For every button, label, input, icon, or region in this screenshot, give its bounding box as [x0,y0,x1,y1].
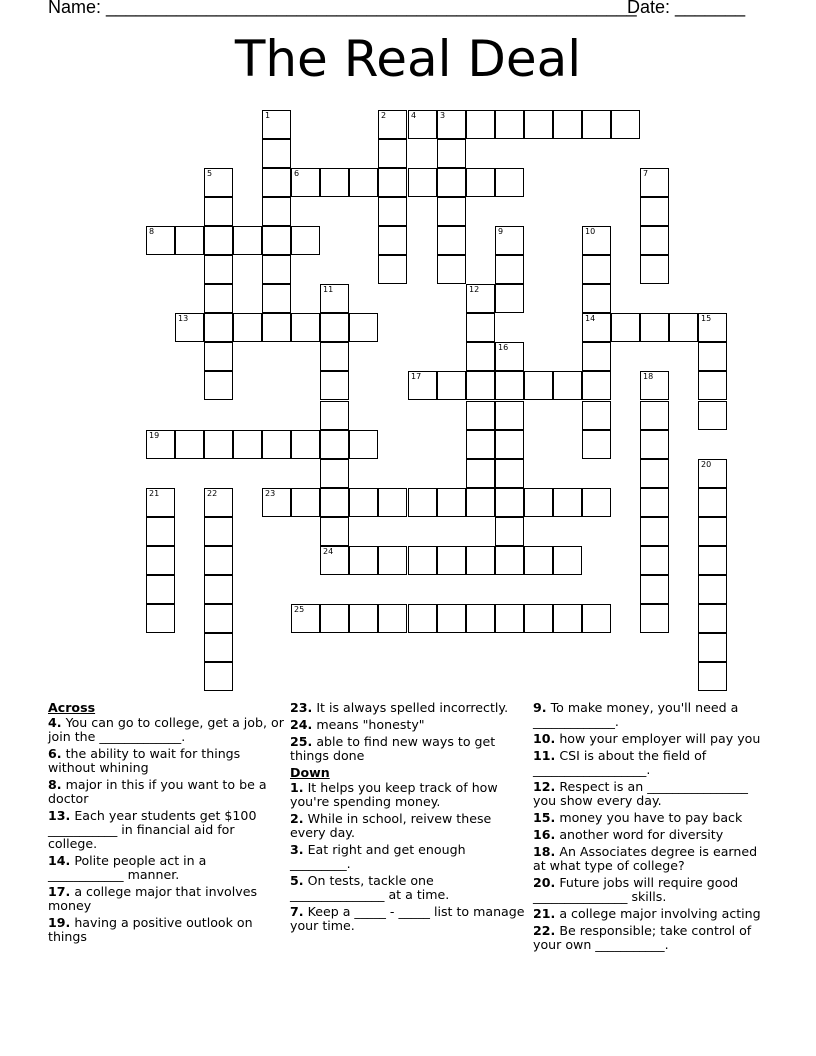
crossword-cell[interactable] [640,313,669,342]
crossword-cell[interactable] [262,255,291,284]
crossword-cell[interactable] [466,488,495,517]
crossword-cell[interactable] [262,197,291,226]
clue-item [290,843,526,871]
crossword-cell[interactable] [204,168,233,197]
date-field[interactable]: Date: _______ [627,0,746,17]
crossword-cell[interactable] [466,430,495,459]
cell-number: 18 [643,372,654,381]
crossword-cell[interactable] [262,226,291,255]
crossword-cell[interactable] [611,110,640,139]
clue-number: 1. [290,780,304,795]
crossword-cell[interactable] [175,313,204,342]
crossword-cell[interactable] [553,604,582,633]
crossword-cell[interactable] [320,168,349,197]
clue-number: 13. [48,808,71,823]
crossword-cell[interactable] [582,371,611,400]
clue-number: 8. [48,777,62,792]
clue-number: 20. [533,875,556,890]
crossword-cell[interactable] [437,546,466,575]
crossword-cell[interactable] [524,546,553,575]
crossword-cell[interactable] [349,604,378,633]
crossword-cell[interactable] [378,168,407,197]
clue-text: means "honesty" [316,717,425,732]
crossword-cell[interactable] [378,139,407,168]
crossword-cell[interactable] [320,459,349,488]
cell-number: 24 [323,547,334,556]
cell-number: 13 [178,314,189,323]
cell-number: 1 [265,111,271,120]
crossword-cell[interactable] [466,110,495,139]
crossword-cell[interactable] [640,401,669,430]
clue-text: An Associates degree is earned at what type of college? [533,844,758,873]
crossword-cell[interactable] [291,604,320,633]
clue-number: 22. [533,923,556,938]
crossword-cell[interactable] [640,517,669,546]
crossword-cell[interactable] [495,517,524,546]
clue-item [533,924,773,952]
crossword-cell[interactable] [349,546,378,575]
clue-number: 2. [290,811,304,826]
crossword-cell[interactable] [437,197,466,226]
crossword-cell[interactable] [204,546,233,575]
clue-number: 16. [533,827,556,842]
crossword-cell[interactable] [582,255,611,284]
crossword-cell[interactable] [262,139,291,168]
crossword-cell[interactable] [640,604,669,633]
crossword-cell[interactable] [466,313,495,342]
clue-number: 6. [48,746,62,761]
clue-text: able to find new ways to get things done [290,734,496,763]
crossword-cell[interactable] [437,139,466,168]
clue-item [290,905,526,933]
crossword-cell[interactable] [378,197,407,226]
crossword-cell[interactable] [495,255,524,284]
crossword-cell[interactable] [233,430,262,459]
crossword-cell[interactable] [146,546,175,575]
clue-item [533,828,773,842]
crossword-cell[interactable] [698,313,727,342]
clue-number: 5. [290,873,304,888]
crossword-cell[interactable] [495,604,524,633]
clue-number: 17. [48,884,71,899]
crossword-cell[interactable] [698,633,727,662]
crossword-cell[interactable] [408,488,437,517]
crossword-cell[interactable] [611,313,640,342]
crossword-cell[interactable] [146,604,175,633]
crossword-cell[interactable] [437,255,466,284]
crossword-cell[interactable] [640,255,669,284]
crossword-cell[interactable] [320,546,349,575]
crossword-cell[interactable] [495,342,524,371]
crossword-cell[interactable] [582,430,611,459]
crossword-cell[interactable] [553,546,582,575]
clue-number: 10. [533,731,556,746]
crossword-cell[interactable] [524,371,553,400]
clue-item [533,811,773,825]
crossword-cell[interactable] [698,488,727,517]
clue-item [48,854,284,882]
clues-column-1 [48,701,284,947]
clue-text: Be responsible; take control of your own ___________. [533,923,752,952]
crossword-cell[interactable] [466,342,495,371]
clue-number: 15. [533,810,556,825]
clue-number: 11. [533,748,556,763]
clue-item [533,907,773,921]
clue-text: a college major that involves money [48,884,258,913]
crossword-cell[interactable] [495,110,524,139]
crossword-cell[interactable] [495,284,524,313]
crossword-cell[interactable] [262,168,291,197]
crossword-cell[interactable] [640,575,669,604]
clue-text: To make money, you'll need a _____________. [533,700,739,729]
crossword-cell[interactable] [582,313,611,342]
crossword-cell[interactable] [233,313,262,342]
clue-text: a college major involving acting [559,906,761,921]
crossword-cell[interactable] [582,110,611,139]
clue-text: Future jobs will require good _______________ skills. [533,875,739,904]
clue-number: 25. [290,734,313,749]
crossword-cell[interactable] [582,488,611,517]
crossword-cell[interactable] [495,401,524,430]
crossword-cell[interactable] [262,430,291,459]
cell-number: 5 [207,169,213,178]
crossword-cell[interactable] [495,430,524,459]
clue-item [290,874,526,902]
crossword-cell[interactable] [408,604,437,633]
clue-item [533,749,773,777]
clue-number: 19. [48,915,71,930]
crossword-cell[interactable] [378,604,407,633]
clue-number: 21. [533,906,556,921]
crossword-cell[interactable] [553,371,582,400]
crossword-cell[interactable] [698,662,727,691]
clues-column-3 [533,701,773,955]
crossword-cell[interactable] [495,459,524,488]
page-title: The Real Deal [234,30,582,88]
crossword-cell[interactable] [582,604,611,633]
crossword-cell[interactable] [495,226,524,255]
crossword-cell[interactable] [175,226,204,255]
clue-item [48,885,284,913]
crossword-cell[interactable] [669,313,698,342]
crossword-cell[interactable] [349,488,378,517]
crossword-cell[interactable] [204,604,233,633]
crossword-cell[interactable] [495,168,524,197]
crossword-cell[interactable] [204,197,233,226]
crossword-cell[interactable] [698,342,727,371]
crossword-cell[interactable] [320,517,349,546]
cell-number: 21 [149,489,160,498]
clue-text: Keep a _____ - _____ list to manage your time. [290,904,525,933]
clue-text: Polite people act in a ____________ manner. [48,853,207,882]
clues-column-2 [290,701,526,936]
crossword-cell[interactable] [204,488,233,517]
clue-text: CSI is about the field of __________________. [533,748,707,777]
crossword-cell[interactable] [408,371,437,400]
crossword-cell[interactable] [349,313,378,342]
clue-text: On tests, tackle one _______________ at a time. [290,873,450,902]
crossword-cell[interactable] [582,401,611,430]
down-heading: Down [290,765,330,780]
crossword-cell[interactable] [466,459,495,488]
crossword-cell[interactable] [524,110,553,139]
crossword-cell[interactable] [698,575,727,604]
clue-text: another word for diversity [559,827,724,842]
crossword-cell[interactable] [349,168,378,197]
crossword-cell[interactable] [204,313,233,342]
cell-number: 9 [498,227,504,236]
clue-item [290,812,526,840]
crossword-cell[interactable] [640,488,669,517]
crossword-cell[interactable] [204,430,233,459]
clue-number: 14. [48,853,71,868]
crossword-cell[interactable] [640,459,669,488]
crossword-cell[interactable] [146,517,175,546]
clue-text: It is always spelled incorrectly. [316,700,509,715]
crossword-cell[interactable] [437,371,466,400]
crossword-cell[interactable] [640,226,669,255]
crossword-cell[interactable] [640,430,669,459]
crossword-cell[interactable] [320,604,349,633]
crossword-cell[interactable] [204,517,233,546]
crossword-cell[interactable] [204,633,233,662]
crossword-cell[interactable] [524,488,553,517]
crossword-cell[interactable] [204,371,233,400]
cell-number: 19 [149,431,160,440]
cell-number: 6 [294,169,300,178]
cell-number: 4 [411,111,417,120]
crossword-cell[interactable] [466,284,495,313]
crossword-cell[interactable] [175,430,204,459]
crossword-cell[interactable] [320,401,349,430]
clue-text: how your employer will pay you [559,731,761,746]
crossword-cell[interactable] [698,401,727,430]
crossword-cell[interactable] [146,430,175,459]
clue-item [48,747,284,775]
clue-item [533,845,773,873]
cell-number: 23 [265,489,276,498]
crossword-cell[interactable] [204,284,233,313]
crossword-cell[interactable] [553,488,582,517]
crossword-cell[interactable] [582,342,611,371]
crossword-cell[interactable] [378,488,407,517]
clue-item [533,780,773,808]
crossword-cell[interactable] [437,168,466,197]
clue-item [533,732,773,746]
crossword-cell[interactable] [640,197,669,226]
clue-text: It helps you keep track of how you're spending money. [290,780,498,809]
crossword-cell[interactable] [698,517,727,546]
crossword-cell[interactable] [466,604,495,633]
clue-item [290,781,526,809]
clue-item [290,735,526,763]
clue-item [48,809,284,851]
clue-text: having a positive outlook on things [48,915,253,944]
clue-number: 18. [533,844,556,859]
across-heading: Across [48,700,96,715]
crossword-cell[interactable] [320,488,349,517]
clue-item [533,701,773,729]
crossword-cell[interactable] [582,226,611,255]
cell-number: 22 [207,489,218,498]
crossword-cell[interactable] [437,110,466,139]
cell-number: 14 [585,314,596,323]
clue-text: Each year students get $100 ___________ in financial aid for college. [48,808,257,851]
crossword-cell[interactable] [146,226,175,255]
crossword-cell[interactable] [698,546,727,575]
crossword-cell[interactable] [291,226,320,255]
clue-item [48,778,284,806]
crossword-cell[interactable] [437,604,466,633]
crossword-cell[interactable] [262,110,291,139]
cell-number: 25 [294,605,305,614]
crossword-cell[interactable] [698,459,727,488]
clue-item [533,876,773,904]
cell-number: 20 [701,460,712,469]
crossword-cell[interactable] [640,168,669,197]
cell-number: 3 [440,111,446,120]
clue-number: 3. [290,842,304,857]
crossword-cell[interactable] [320,430,349,459]
crossword-cell[interactable] [262,284,291,313]
crossword-cell[interactable] [262,488,291,517]
crossword-cell[interactable] [698,604,727,633]
clue-item [290,718,526,732]
clue-text: Eat right and get enough _________. [290,842,466,871]
crossword-cell[interactable] [204,342,233,371]
cell-number: 2 [381,111,387,120]
crossword-cell[interactable] [378,255,407,284]
crossword-cell[interactable] [408,110,437,139]
crossword-cell[interactable] [204,255,233,284]
crossword-cell[interactable] [146,575,175,604]
crossword-cell[interactable] [204,662,233,691]
crossword-cell[interactable] [408,168,437,197]
name-field[interactable]: Name: _____________________________________________________ [48,0,637,17]
crossword-cell[interactable] [291,430,320,459]
clue-text: While in school, reivew these every day. [290,811,492,840]
cell-number: 15 [701,314,712,323]
crossword-cell[interactable] [378,546,407,575]
crossword-cell[interactable] [640,371,669,400]
crossword-cell[interactable] [320,284,349,313]
clue-number: 23. [290,700,313,715]
crossword-cell[interactable] [640,546,669,575]
crossword-cell[interactable] [466,546,495,575]
crossword-cell[interactable] [495,371,524,400]
clue-number: 9. [533,700,547,715]
crossword-cell[interactable] [466,401,495,430]
crossword-cell[interactable] [582,284,611,313]
cell-number: 11 [323,285,334,294]
cell-number: 10 [585,227,596,236]
crossword-cell[interactable] [524,604,553,633]
crossword-cell[interactable] [553,110,582,139]
crossword-cell[interactable] [204,226,233,255]
crossword-cell[interactable] [146,488,175,517]
crossword-cell[interactable] [466,168,495,197]
clue-number: 24. [290,717,313,732]
crossword-cell[interactable] [437,226,466,255]
crossword-cell[interactable] [495,488,524,517]
clue-item [48,716,284,744]
cell-number: 7 [643,169,649,178]
clue-text: money you have to pay back [559,810,743,825]
clue-number: 12. [533,779,556,794]
crossword-cell[interactable] [408,546,437,575]
crossword-cell[interactable] [437,488,466,517]
clue-number: 4. [48,715,62,730]
crossword-cell[interactable] [378,226,407,255]
crossword-cell[interactable] [204,575,233,604]
crossword-cell[interactable] [233,226,262,255]
cell-number: 17 [411,372,422,381]
crossword-cell[interactable] [291,313,320,342]
crossword-cell[interactable] [291,168,320,197]
clue-text: Respect is an ________________ you show every day. [533,779,748,808]
crossword-cell[interactable] [495,546,524,575]
clue-text: the ability to wait for things without whining [48,746,241,775]
crossword-cell[interactable] [320,342,349,371]
clue-item [48,916,284,944]
clue-item [290,701,526,715]
crossword-cell[interactable] [320,313,349,342]
crossword-cell[interactable] [349,430,378,459]
crossword-cell[interactable] [698,371,727,400]
cell-number: 12 [469,285,480,294]
crossword-cell[interactable] [291,488,320,517]
crossword-cell[interactable] [320,371,349,400]
cell-number: 16 [498,343,509,352]
clue-number: 7. [290,904,304,919]
crossword-cell[interactable] [466,371,495,400]
cell-number: 8 [149,227,155,236]
crossword-cell[interactable] [378,110,407,139]
clue-text: major in this if you want to be a doctor [48,777,267,806]
crossword-cell[interactable] [262,313,291,342]
clue-text: You can go to college, get a job, or join the _____________. [48,715,284,744]
